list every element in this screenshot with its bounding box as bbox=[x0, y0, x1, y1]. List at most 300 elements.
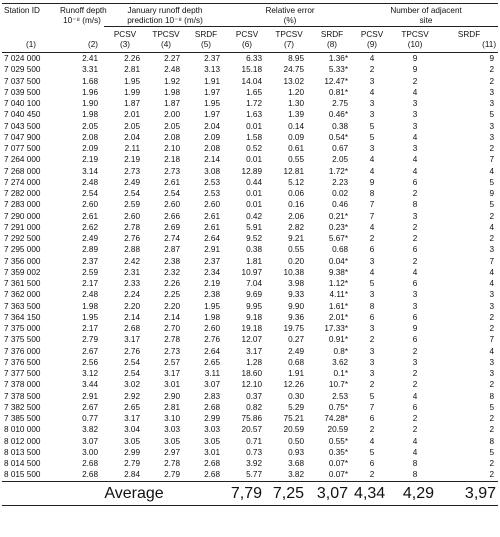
cell-err-srdf: 1.12* bbox=[328, 279, 349, 288]
cell-sites-tpcsv: 3 bbox=[412, 290, 418, 300]
cell-sites-srdf: 3 bbox=[489, 87, 495, 97]
table-row bbox=[2, 87, 498, 98]
cell-err-pcsv: 0.71 bbox=[246, 436, 263, 446]
header-rel-line2: (%) bbox=[283, 16, 297, 25]
cell-sites-pcsv: 5 bbox=[369, 121, 375, 131]
cell-sites-pcsv: 3 bbox=[369, 76, 375, 86]
cell-pred-srdf: 2.19 bbox=[204, 279, 221, 288]
header-relative-error bbox=[226, 4, 354, 27]
cell-sites-srdf: 4 bbox=[489, 346, 495, 356]
cell-sites-srdf: 2 bbox=[489, 65, 495, 75]
cell-sites-pcsv: 4 bbox=[369, 267, 375, 277]
cell-pred-pcsv: 2.33 bbox=[124, 279, 140, 288]
cell-pred-pcsv: 1.95 bbox=[124, 76, 140, 86]
cell-pred-srdf: 2.68 bbox=[204, 402, 221, 412]
cell-sites-pcsv: 8 bbox=[369, 301, 375, 311]
colnum-1: (1) bbox=[25, 40, 36, 49]
cell-err-pcsv: 0.42 bbox=[246, 211, 263, 221]
cell-pred-tpcsv: 3.03 bbox=[164, 425, 180, 435]
cell-sites-pcsv: 4 bbox=[369, 222, 375, 232]
cell-err-pcsv: 19.18 bbox=[241, 324, 263, 333]
cell-station-id: 7 378 500 bbox=[4, 391, 41, 401]
cell-err-tpcsv: 20.59 bbox=[283, 425, 305, 435]
cell-sites-srdf: 9 bbox=[489, 54, 495, 63]
cell-err-srdf: 0.8* bbox=[333, 346, 349, 356]
cell-err-tpcsv: 9.36 bbox=[288, 312, 305, 322]
header-adjacent-sites bbox=[354, 4, 498, 27]
table-row bbox=[2, 98, 498, 109]
average-row bbox=[2, 481, 498, 505]
cell-pred-tpcsv: 2.05 bbox=[164, 121, 180, 131]
cell-station-id: 7 375 000 bbox=[4, 324, 41, 333]
cell-err-pcsv: 0.01 bbox=[246, 189, 263, 198]
cell-pred-pcsv: 2.65 bbox=[124, 402, 140, 412]
subheader-pcsv: PCSV bbox=[235, 30, 259, 39]
cell-station-id: 7 282 000 bbox=[4, 189, 41, 198]
cell-station-id: 7 283 000 bbox=[4, 200, 41, 210]
cell-pred-srdf: 2.38 bbox=[204, 290, 221, 300]
average-label: Average bbox=[104, 484, 164, 502]
cell-sites-tpcsv: 6 bbox=[412, 335, 418, 345]
cell-sites-srdf: 2 bbox=[489, 470, 495, 480]
cell-sites-tpcsv: 6 bbox=[412, 177, 418, 187]
cell-station-id: 7 378 000 bbox=[4, 380, 41, 390]
cell-err-pcsv: 9.69 bbox=[246, 290, 263, 300]
cell-pred-tpcsv: 2.25 bbox=[164, 290, 180, 300]
average-srdf-error: 3,07 bbox=[316, 484, 349, 502]
cell-sites-srdf: 5 bbox=[489, 110, 495, 120]
cell-pred-pcsv: 2.01 bbox=[124, 110, 140, 120]
cell-sites-tpcsv: 4 bbox=[412, 132, 418, 142]
cell-pred-srdf: 2.83 bbox=[204, 391, 221, 401]
cell-runoff-depth: 3.82 bbox=[82, 425, 98, 435]
cell-sites-pcsv: 3 bbox=[369, 290, 375, 300]
cell-err-pcsv: 0.01 bbox=[246, 155, 263, 165]
cell-err-srdf: 0.23* bbox=[328, 222, 349, 232]
cell-pred-tpcsv: 2.60 bbox=[164, 200, 180, 210]
cell-pred-srdf: 2.04 bbox=[204, 121, 221, 131]
cell-err-srdf: 9.38* bbox=[328, 267, 349, 277]
cell-pred-pcsv: 2.20 bbox=[124, 301, 140, 311]
cell-err-srdf: 1.61* bbox=[328, 301, 349, 311]
cell-pred-tpcsv: 2.69 bbox=[164, 222, 180, 232]
cell-runoff-depth: 2.37 bbox=[82, 256, 98, 266]
cell-err-pcsv: 0.37 bbox=[246, 391, 263, 401]
cell-pred-srdf: 2.65 bbox=[204, 357, 221, 367]
cell-station-id: 7 274 000 bbox=[4, 177, 41, 187]
cell-station-id: 7 361 500 bbox=[4, 279, 41, 288]
cell-err-tpcsv: 0.27 bbox=[288, 335, 305, 345]
cell-pred-tpcsv: 2.26 bbox=[164, 279, 180, 288]
cell-err-tpcsv: 1.30 bbox=[288, 99, 305, 108]
cell-pred-tpcsv: 2.78 bbox=[164, 335, 180, 345]
header-runoff-depth-line1: Runoff depth bbox=[60, 6, 107, 15]
cell-runoff-depth: 1.98 bbox=[82, 110, 98, 120]
cell-err-pcsv: 18.60 bbox=[241, 369, 263, 378]
cell-sites-srdf: 5 bbox=[489, 177, 495, 187]
cell-pred-srdf: 1.98 bbox=[204, 312, 221, 322]
cell-pred-tpcsv: 2.73 bbox=[164, 346, 180, 356]
header-spacer bbox=[60, 27, 104, 41]
cell-pred-tpcsv: 2.10 bbox=[164, 144, 180, 153]
cell-err-pcsv: 12.89 bbox=[241, 166, 263, 176]
colnum-3: (3) bbox=[119, 40, 130, 49]
table-row bbox=[2, 233, 498, 244]
cell-sites-tpcsv: 2 bbox=[412, 189, 418, 198]
cell-err-srdf: 0.38 bbox=[332, 121, 349, 131]
cell-sites-tpcsv: 9 bbox=[412, 324, 418, 333]
cell-err-srdf: 2.53 bbox=[332, 391, 349, 401]
cell-runoff-depth: 2.61 bbox=[82, 211, 98, 221]
colnum-5: (5) bbox=[201, 40, 212, 49]
table-row bbox=[2, 346, 498, 357]
cell-err-srdf: 0.35* bbox=[328, 447, 349, 457]
cell-station-id: 7 043 500 bbox=[4, 121, 41, 131]
cell-err-tpcsv: 0.06 bbox=[288, 189, 305, 198]
cell-pred-pcsv: 2.31 bbox=[124, 267, 140, 277]
table-row bbox=[2, 289, 498, 300]
cell-err-pcsv: 1.65 bbox=[246, 87, 263, 97]
cell-sites-srdf: 5 bbox=[489, 200, 495, 210]
cell-pred-tpcsv: 2.74 bbox=[164, 234, 180, 243]
cell-runoff-depth: 2.67 bbox=[82, 346, 98, 356]
cell-sites-tpcsv: 3 bbox=[412, 110, 418, 120]
table-row bbox=[2, 391, 498, 402]
cell-runoff-depth: 3.14 bbox=[82, 166, 98, 176]
cell-pred-tpcsv: 2.18 bbox=[164, 155, 180, 165]
cell-sites-tpcsv: 2 bbox=[412, 234, 418, 243]
cell-err-tpcsv: 0.16 bbox=[288, 200, 305, 210]
cell-sites-pcsv: 3 bbox=[369, 99, 375, 108]
cell-err-tpcsv: 3.98 bbox=[288, 279, 305, 288]
cell-pred-pcsv: 2.76 bbox=[124, 346, 140, 356]
cell-station-id: 7 047 900 bbox=[4, 132, 41, 142]
cell-err-srdf: 0.81* bbox=[328, 87, 349, 97]
table-row bbox=[2, 244, 498, 255]
cell-err-srdf: 0.67 bbox=[332, 144, 349, 153]
table-header bbox=[2, 4, 498, 53]
cell-runoff-depth: 2.48 bbox=[82, 290, 98, 300]
cell-pred-pcsv: 2.68 bbox=[124, 324, 140, 333]
runoff-prediction-table bbox=[2, 3, 498, 506]
cell-sites-pcsv: 6 bbox=[369, 245, 375, 255]
cell-sites-pcsv: 2 bbox=[369, 65, 375, 75]
cell-station-id: 8 013 500 bbox=[4, 447, 41, 457]
cell-pred-pcsv: 2.54 bbox=[124, 189, 140, 198]
cell-sites-pcsv: 7 bbox=[369, 200, 375, 210]
cell-sites-pcsv: 4 bbox=[369, 166, 375, 176]
cell-err-pcsv: 14.04 bbox=[241, 76, 263, 86]
cell-err-tpcsv: 0.14 bbox=[288, 121, 305, 131]
cell-err-srdf: 0.07* bbox=[328, 470, 349, 480]
cell-station-id: 7 377 500 bbox=[4, 369, 41, 378]
cell-sites-tpcsv: 2 bbox=[412, 222, 418, 232]
cell-pred-srdf: 3.11 bbox=[204, 369, 221, 378]
cell-runoff-depth: 3.44 bbox=[82, 380, 98, 390]
cell-err-tpcsv: 9.33 bbox=[288, 290, 305, 300]
cell-runoff-depth: 3.00 bbox=[82, 447, 98, 457]
cell-runoff-depth: 2.54 bbox=[82, 189, 98, 198]
cell-sites-tpcsv: 2 bbox=[412, 380, 418, 390]
cell-runoff-depth: 2.67 bbox=[82, 402, 98, 412]
table-row bbox=[2, 402, 498, 413]
colnum-6: (6) bbox=[242, 40, 253, 49]
cell-err-pcsv: 0.82 bbox=[246, 402, 263, 412]
cell-sites-pcsv: 7 bbox=[369, 402, 375, 412]
average-tpcsv-error: 7,25 bbox=[272, 484, 305, 502]
cell-err-pcsv: 3.17 bbox=[246, 346, 263, 356]
cell-pred-pcsv: 1.87 bbox=[124, 99, 140, 108]
table-body bbox=[2, 53, 498, 482]
cell-err-tpcsv: 12.81 bbox=[283, 166, 305, 176]
cell-err-tpcsv: 0.68 bbox=[288, 357, 305, 367]
cell-pred-srdf: 1.91 bbox=[204, 76, 221, 86]
table-row bbox=[2, 424, 498, 435]
cell-runoff-depth: 1.68 bbox=[82, 76, 98, 86]
cell-pred-tpcsv: 2.90 bbox=[164, 391, 180, 401]
cell-station-id: 7 364 150 bbox=[4, 312, 41, 322]
cell-err-pcsv: 3.92 bbox=[246, 459, 263, 468]
cell-sites-srdf: 3 bbox=[489, 357, 495, 367]
table-row bbox=[2, 121, 498, 132]
cell-sites-pcsv: 4 bbox=[369, 54, 375, 63]
cell-pred-srdf: 2.60 bbox=[204, 324, 221, 333]
cell-pred-pcsv: 2.14 bbox=[124, 312, 140, 322]
cell-station-id: 7 363 500 bbox=[4, 301, 41, 311]
cell-err-tpcsv: 10.38 bbox=[283, 267, 305, 277]
cell-pred-srdf: 2.64 bbox=[204, 234, 221, 243]
cell-err-tpcsv: 19.75 bbox=[283, 324, 305, 333]
cell-err-pcsv: 12.07 bbox=[241, 335, 263, 345]
cell-err-pcsv: 1.81 bbox=[246, 256, 263, 266]
cell-pred-tpcsv: 2.14 bbox=[164, 312, 180, 322]
cell-pred-pcsv: 2.59 bbox=[124, 200, 140, 210]
cell-pred-tpcsv: 2.70 bbox=[164, 324, 180, 333]
cell-pred-pcsv: 2.78 bbox=[124, 222, 140, 232]
cell-sites-tpcsv: 2 bbox=[412, 369, 418, 378]
cell-pred-srdf: 2.68 bbox=[204, 459, 221, 468]
cell-pred-tpcsv: 3.10 bbox=[164, 414, 180, 423]
cell-err-tpcsv: 13.02 bbox=[283, 76, 305, 86]
colnum-11: (11) bbox=[482, 40, 497, 49]
subheader-tpcsv: TPCSV bbox=[275, 30, 303, 39]
cell-pred-pcsv: 2.26 bbox=[124, 54, 140, 63]
cell-err-pcsv: 0.01 bbox=[246, 121, 263, 131]
cell-station-id: 7 376 500 bbox=[4, 357, 41, 367]
cell-err-pcsv: 0.01 bbox=[246, 200, 263, 210]
cell-pred-srdf: 2.37 bbox=[204, 54, 221, 63]
table-footer bbox=[2, 481, 498, 505]
cell-sites-srdf: 3 bbox=[489, 290, 495, 300]
cell-err-pcsv: 15.18 bbox=[241, 65, 263, 75]
cell-err-pcsv: 0.44 bbox=[246, 177, 263, 187]
cell-sites-tpcsv: 3 bbox=[412, 144, 418, 153]
cell-runoff-depth: 3.07 bbox=[82, 436, 98, 446]
subheader-pcsv: PCSV bbox=[360, 30, 384, 39]
cell-err-srdf: 1.36* bbox=[328, 54, 349, 63]
cell-sites-tpcsv: 6 bbox=[412, 312, 418, 322]
cell-err-tpcsv: 0.55 bbox=[288, 155, 305, 165]
colnum-7: (7) bbox=[284, 40, 295, 49]
header-rel-line1: Relative error bbox=[265, 6, 315, 15]
cell-sites-srdf: 2 bbox=[489, 234, 495, 243]
cell-err-srdf: 4.11* bbox=[329, 290, 349, 300]
table-row bbox=[2, 301, 498, 312]
cell-sites-tpcsv: 3 bbox=[412, 301, 418, 311]
cell-sites-pcsv: 4 bbox=[369, 155, 375, 165]
cell-pred-srdf: 1.97 bbox=[204, 87, 221, 97]
cell-err-tpcsv: 0.50 bbox=[288, 436, 305, 446]
cell-err-tpcsv: 0.09 bbox=[288, 132, 305, 142]
cell-pred-pcsv: 2.42 bbox=[124, 256, 140, 266]
cell-runoff-depth: 3.12 bbox=[82, 369, 98, 378]
cell-err-srdf: 1.72* bbox=[328, 166, 349, 176]
cell-pred-srdf: 2.76 bbox=[204, 335, 221, 345]
cell-sites-pcsv: 2 bbox=[369, 335, 375, 345]
cell-runoff-depth: 2.49 bbox=[82, 234, 98, 243]
cell-err-srdf: 0.07* bbox=[328, 459, 349, 468]
subheader-tpcsv: TPCSV bbox=[401, 30, 429, 39]
cell-runoff-depth: 2.05 bbox=[82, 121, 98, 131]
table-row bbox=[2, 132, 498, 143]
subheader-srdf: SRDF bbox=[320, 30, 344, 39]
cell-pred-pcsv: 2.99 bbox=[124, 447, 140, 457]
header-station-id: Station ID bbox=[4, 6, 40, 15]
cell-runoff-depth: 2.08 bbox=[82, 132, 98, 142]
cell-runoff-depth: 2.60 bbox=[82, 200, 98, 210]
cell-pred-pcsv: 2.79 bbox=[124, 459, 140, 468]
cell-station-id: 7 029 500 bbox=[4, 65, 41, 75]
cell-station-id: 7 375 500 bbox=[4, 335, 41, 345]
cell-sites-pcsv: 5 bbox=[369, 132, 375, 142]
cell-pred-pcsv: 2.54 bbox=[124, 369, 140, 378]
cell-runoff-depth: 2.68 bbox=[82, 470, 98, 480]
cell-sites-pcsv: 4 bbox=[369, 87, 375, 97]
cell-pred-tpcsv: 2.79 bbox=[164, 470, 180, 480]
cell-runoff-depth: 2.89 bbox=[82, 245, 98, 255]
cell-runoff-depth: 2.41 bbox=[82, 54, 98, 63]
cell-err-srdf: 74.28* bbox=[324, 414, 349, 423]
cell-err-tpcsv: 0.93 bbox=[288, 447, 305, 457]
cell-runoff-depth: 2.48 bbox=[82, 177, 98, 187]
cell-sites-pcsv: 2 bbox=[369, 425, 375, 435]
cell-pred-tpcsv: 1.92 bbox=[164, 76, 180, 86]
cell-sites-tpcsv: 4 bbox=[412, 447, 418, 457]
cell-err-tpcsv: 8.95 bbox=[288, 54, 305, 63]
cell-sites-pcsv: 2 bbox=[369, 380, 375, 390]
cell-err-tpcsv: 24.75 bbox=[283, 65, 305, 75]
cell-pred-srdf: 2.61 bbox=[204, 222, 221, 232]
cell-sites-pcsv: 3 bbox=[369, 324, 375, 333]
table-row bbox=[2, 64, 498, 75]
cell-sites-srdf: 2 bbox=[489, 76, 495, 86]
cell-sites-pcsv: 3 bbox=[369, 369, 375, 378]
cell-sites-srdf: 2 bbox=[489, 380, 495, 390]
cell-sites-pcsv: 3 bbox=[369, 256, 375, 266]
cell-err-tpcsv: 2.82 bbox=[288, 222, 305, 232]
cell-sites-tpcsv: 2 bbox=[412, 256, 418, 266]
table-row bbox=[2, 267, 498, 278]
table-row bbox=[2, 188, 498, 199]
cell-runoff-depth: 2.62 bbox=[82, 222, 98, 232]
cell-err-srdf: 0.91* bbox=[328, 335, 349, 345]
cell-err-srdf: 2.75 bbox=[332, 99, 349, 108]
header-runoff-depth bbox=[60, 4, 107, 27]
table-row bbox=[2, 53, 498, 65]
cell-pred-srdf: 3.05 bbox=[204, 436, 221, 446]
cell-pred-pcsv: 2.60 bbox=[124, 211, 140, 221]
cell-pred-tpcsv: 2.81 bbox=[164, 402, 180, 412]
cell-pred-srdf: 2.34 bbox=[204, 267, 221, 277]
cell-sites-tpcsv: 2 bbox=[412, 76, 418, 86]
cell-pred-srdf: 2.64 bbox=[204, 346, 221, 356]
cell-sites-srdf: 4 bbox=[489, 279, 495, 288]
table-row bbox=[2, 222, 498, 233]
cell-sites-pcsv: 6 bbox=[369, 312, 375, 322]
table-row bbox=[2, 469, 498, 481]
cell-runoff-depth: 2.17 bbox=[82, 279, 98, 288]
cell-err-srdf: 0.1* bbox=[333, 369, 349, 378]
cell-sites-srdf: 3 bbox=[489, 99, 495, 108]
cell-station-id: 7 024 000 bbox=[4, 54, 41, 63]
cell-pred-pcsv: 2.76 bbox=[124, 234, 140, 243]
cell-station-id: 7 290 000 bbox=[4, 211, 41, 221]
cell-pred-srdf: 1.97 bbox=[204, 110, 221, 120]
subheader-tpcsv: TPCSV bbox=[152, 30, 180, 39]
cell-runoff-depth: 2.09 bbox=[82, 144, 98, 153]
cell-sites-tpcsv: 8 bbox=[412, 200, 418, 210]
cell-sites-pcsv: 3 bbox=[369, 144, 375, 153]
cell-err-pcsv: 20.57 bbox=[241, 425, 263, 435]
cell-pred-srdf: 2.08 bbox=[204, 144, 221, 153]
cell-sites-pcsv: 5 bbox=[369, 279, 375, 288]
cell-sites-srdf: 2 bbox=[489, 459, 495, 468]
cell-pred-pcsv: 2.73 bbox=[124, 166, 140, 176]
cell-err-tpcsv: 3.82 bbox=[288, 470, 305, 480]
cell-err-pcsv: 9.52 bbox=[246, 234, 263, 243]
cell-sites-srdf: 4 bbox=[489, 166, 495, 176]
cell-sites-pcsv: 2 bbox=[369, 234, 375, 243]
colnum-9: (9) bbox=[367, 40, 378, 49]
table-row bbox=[2, 334, 498, 345]
table-row bbox=[2, 323, 498, 334]
colnum-4: (4) bbox=[160, 40, 171, 49]
average-tpcsv-sites: 4,29 bbox=[402, 484, 435, 502]
cell-err-tpcsv: 0.20 bbox=[288, 256, 305, 266]
cell-runoff-depth: 2.91 bbox=[82, 391, 98, 401]
cell-err-srdf: 5.33* bbox=[328, 65, 349, 75]
cell-station-id: 7 037 500 bbox=[4, 76, 41, 86]
header-january-prediction bbox=[104, 4, 226, 27]
cell-sites-tpcsv: 9 bbox=[412, 54, 418, 63]
cell-pred-pcsv: 2.05 bbox=[124, 121, 140, 131]
cell-err-srdf: 0.75* bbox=[328, 402, 349, 412]
cell-sites-srdf: 5 bbox=[489, 402, 495, 412]
cell-pred-srdf: 3.01 bbox=[204, 447, 221, 457]
cell-err-tpcsv: 0.30 bbox=[288, 391, 305, 401]
average-pcsv-error: 7,79 bbox=[230, 484, 263, 502]
cell-pred-pcsv: 2.84 bbox=[124, 470, 140, 480]
subheader-srdf: SRDF bbox=[457, 30, 481, 39]
cell-sites-srdf: 3 bbox=[489, 245, 495, 255]
cell-sites-pcsv: 6 bbox=[369, 459, 375, 468]
cell-err-tpcsv: 1.39 bbox=[288, 110, 305, 120]
cell-sites-tpcsv: 4 bbox=[412, 267, 418, 277]
cell-err-tpcsv: 9.21 bbox=[288, 234, 305, 243]
cell-pred-srdf: 1.95 bbox=[204, 99, 221, 108]
cell-err-pcsv: 7.04 bbox=[246, 279, 263, 288]
cell-pred-pcsv: 2.11 bbox=[124, 144, 140, 153]
